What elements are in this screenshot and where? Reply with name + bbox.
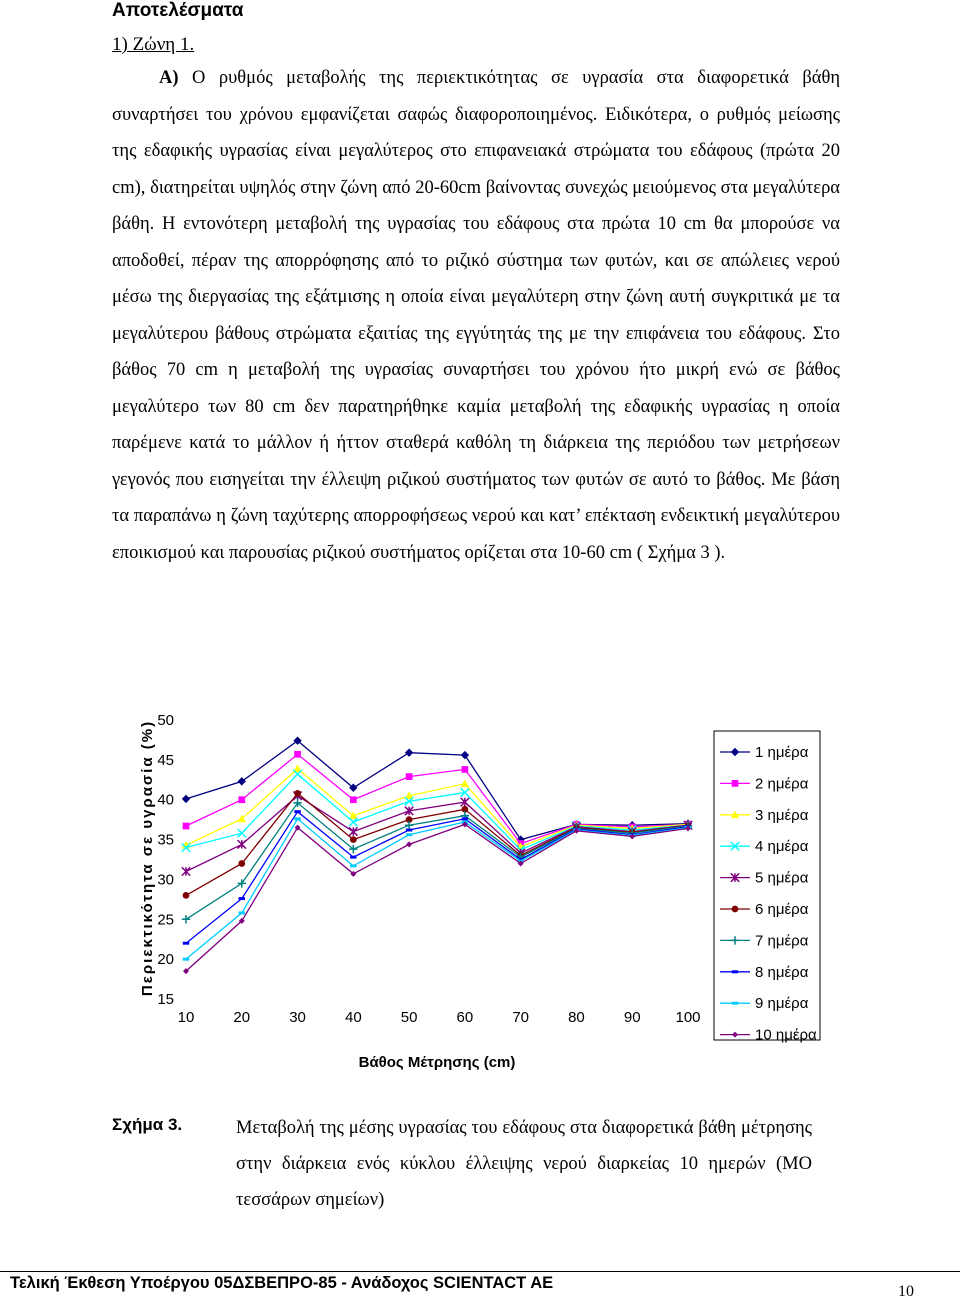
- data-point: [405, 821, 413, 829]
- data-point: [294, 751, 301, 758]
- series-7: [182, 799, 692, 924]
- data-point: [350, 864, 356, 867]
- data-point: [183, 892, 190, 899]
- legend-marker: [732, 780, 739, 787]
- data-point: [238, 829, 246, 837]
- moisture-depth-chart: [0, 690, 960, 1090]
- data-point: [238, 777, 246, 785]
- x-tick-label: 10: [177, 1009, 195, 1026]
- y-axis-title: Περιεκτικότητα σε υγρασία (%): [139, 719, 156, 997]
- y-tick-label: 30: [157, 871, 174, 889]
- paragraph-label: Α): [159, 68, 179, 88]
- series-9: [183, 817, 691, 960]
- data-point: [462, 766, 469, 773]
- legend-label: 3 ημέρα: [755, 806, 809, 824]
- data-point: [294, 810, 300, 813]
- data-point: [238, 879, 246, 887]
- series-layer: [182, 737, 692, 975]
- data-point: [461, 780, 469, 788]
- data-point: [406, 829, 412, 832]
- data-point: [238, 840, 246, 848]
- data-point: [294, 790, 301, 797]
- data-point: [350, 856, 356, 859]
- x-tick-label: 90: [623, 1009, 641, 1026]
- x-axis-ticks: [178, 1009, 701, 1026]
- legend-label: 6 ημέρα: [755, 901, 809, 918]
- legend-label: 9 ημέρα: [755, 995, 809, 1013]
- series-line: [186, 803, 688, 919]
- data-point: [349, 818, 357, 826]
- data-point: [350, 836, 357, 843]
- legend-marker: [732, 1002, 738, 1005]
- legend-label: 4 ημέρα: [755, 838, 809, 856]
- x-tick-label: 100: [675, 1009, 701, 1026]
- y-axis-ticks: [157, 712, 174, 1008]
- legend-label: 8 ημέρα: [755, 963, 809, 981]
- data-point: [183, 958, 189, 961]
- y-tick-label: 25: [157, 911, 174, 929]
- x-axis-title: Βάθος Μέτρησης (cm): [358, 1054, 516, 1071]
- data-point: [182, 867, 190, 875]
- paragraph-text: Ο ρυθμός μεταβολής της περιεκτικότητας σε υγρασία στα διαφορετικά βάθη συναρτήσει του χρόνου εμφανίζεται σαφώς διαφοροποιημένος. Ειδικότερα, ο ρυθμός μείωσης της εδαφικής υγρασίας είναι μεγαλύτερος στο επιφανειακά στρώματα του εδάφους (πρώτα 20 cm), διατηρείται υψηλός στην ζώνη από 20-60cm βαίνοντας συνεχώς μειούμενος στα μεγαλύτερα βάθη. Η εντονότερη μεταβολή της υγρασίας του εδάφους στα πρώτα 10 cm θα μπορούσε να αποδοθεί, πέραν της απορρόφησης από το ριζικό σύστημα των φυτών, και σε απώλειες νερού μέσω της διεργασίας της εξάτμισης η οποία είναι μεγαλύτερη στην ζώνη αυτή συγκριτικά με τα μεγαλύτερου βάθους στρώματα εξαιτίας της εγγύτητάς της με την επιφάνεια του εδάφους. Στο βάθος 70 cm η μεταβολή της υγρασίας συναρτήσει του χρόνου ήτο μικρή ενώ σε βάθος μεγαλύτερο των 80 cm δεν παρατηρήθηκε καμία μεταβολή της εδαφικής υγρασίας η οποία παρέμενε κατά το μάλλον ή ήττον σταθερά καθόλη τη διάρκεια της περιόδου των μετρήσεων γεγονός που εισηγείται την έλλειψη ριζικού συστήματος των φυτών σε αυτό το βάθος. Με βάση τα παραπάνω η ζώνη ταχύτερης απορροφήσεως νερού και κατ’ επέκταση ενδεικτική μεγαλύτερου εποικισμού και παρουσίας ριζικού συστήματος ορίζεται στα 10-60 cm ( Σχήμα 3 ).: [112, 68, 840, 563]
- data-point: [406, 773, 413, 780]
- x-tick-label: 50: [400, 1009, 418, 1026]
- figure-caption-text: Μεταβολή της μέσης υγρασίας του εδάφους στα διαφορετικά βάθη μέτρησης στην διάρκεια ενός κύκλου έλλειψης νερού διαρκείας 10 ημερών (ΜΟ τεσσάρων σημείων): [236, 1118, 812, 1210]
- legend-label: 5 ημέρα: [755, 869, 809, 887]
- data-point: [461, 751, 469, 759]
- x-tick-label: 80: [568, 1009, 585, 1026]
- legend-label: 2 ημέρα: [755, 775, 809, 793]
- footer-text: Τελική Έκθεση Υποέργου 05ΔΣΒΕΠΡΟ-85 - Ανάδοχος SCIENTACT AE: [10, 1274, 554, 1292]
- page-number: 10: [898, 1283, 914, 1300]
- x-tick-label: 60: [456, 1009, 474, 1026]
- figure-caption-label: Σχήμα 3.: [112, 1115, 183, 1134]
- results-paragraph: [112, 60, 840, 571]
- y-tick-label: 35: [157, 831, 174, 849]
- series-line: [186, 824, 688, 971]
- legend-marker: [732, 906, 739, 913]
- legend-marker: [732, 970, 738, 973]
- data-point: [183, 942, 189, 945]
- data-point: [405, 748, 413, 756]
- data-point: [406, 841, 412, 847]
- x-tick-label: 70: [512, 1009, 530, 1026]
- data-point: [406, 833, 412, 836]
- y-tick-label: 20: [157, 951, 174, 969]
- series-10: [183, 821, 691, 974]
- data-point: [349, 827, 357, 835]
- data-point: [238, 860, 245, 867]
- x-tick-label: 30: [289, 1009, 306, 1026]
- data-point: [182, 915, 190, 923]
- data-point: [462, 817, 468, 820]
- legend-label: 1 ημέρα: [755, 744, 809, 761]
- data-point: [182, 795, 190, 803]
- x-tick-label: 40: [344, 1009, 362, 1026]
- series-4: [182, 770, 692, 854]
- legend-label: 10 ημέρα: [755, 1026, 817, 1044]
- data-point: [183, 823, 190, 830]
- data-point: [238, 796, 245, 803]
- data-point: [294, 817, 300, 820]
- data-point: [239, 897, 245, 900]
- zone-heading: 1) Ζώνη 1.: [112, 34, 195, 55]
- y-tick-label: 50: [157, 712, 174, 729]
- section-heading: Αποτελέσματα: [112, 0, 244, 21]
- y-tick-label: 15: [157, 991, 174, 1008]
- y-tick-label: 45: [157, 751, 174, 769]
- x-tick-label: 20: [233, 1009, 251, 1026]
- data-point: [350, 796, 357, 803]
- series-3: [182, 764, 692, 850]
- footer-divider: [0, 1271, 960, 1272]
- y-tick-label: 40: [157, 791, 174, 809]
- data-point: [239, 911, 245, 914]
- legend-label: 7 ημέρα: [755, 932, 809, 950]
